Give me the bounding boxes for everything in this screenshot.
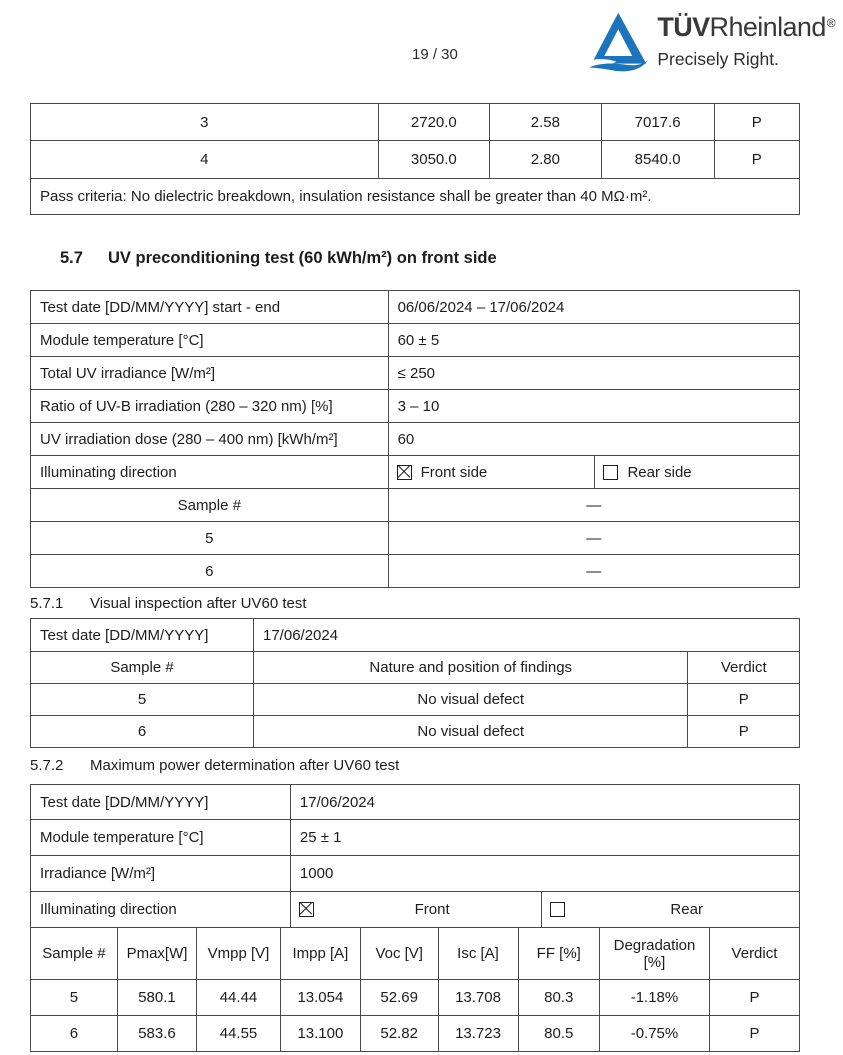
row-label: Total UV irradiance [W/m²] [31,357,389,390]
column-header: Isc [A] [438,928,518,980]
row-label: Module temperature [°C] [31,820,291,856]
brand-bold: TÜV [657,12,710,42]
findings-cell: No visual defect [254,684,688,716]
row-label: Ratio of UV-B irradiation (280 – 320 nm) [%] [31,390,389,423]
table-row [31,423,800,456]
table-row [31,141,800,179]
column-header: Vmpp [V] [197,928,281,980]
table-row [31,716,800,748]
sample-header-row [31,489,800,522]
row-label: Test date [DD/MM/YYYY] [31,785,291,820]
front-side-label: Front side [420,463,488,481]
header-row [31,652,800,684]
table-row [31,1016,800,1052]
table-row [31,357,800,390]
ff-cell: 80.3 [518,980,600,1016]
row-label: Module temperature [°C] [31,324,389,357]
illuminating-direction-label: Illuminating direction [31,892,291,928]
sample-value-cell: — [388,555,799,588]
sample-header-value: — [388,489,799,522]
column-header: Sample # [31,928,118,980]
impp-cell: 13.054 [280,980,360,1016]
value-cell: 2.80 [490,141,602,179]
column-header: Nature and position of findings [254,652,688,684]
row-value: 17/06/2024 [290,785,799,820]
row-value: 60 [388,423,799,456]
section-5-7-2-heading [30,757,800,775]
value-cell: 3050.0 [378,141,490,179]
page-number: 19 / 30 [412,46,458,63]
row-label: UV irradiation dose (280 – 400 nm) [kWh/m²] [31,423,389,456]
section-5-7-heading [30,247,800,269]
test-date-label: Test date [DD/MM/YYYY] [31,619,254,652]
pass-criteria-row [31,179,800,215]
column-header: Degradation [%] [600,928,710,980]
row-value: 06/06/2024 – 17/06/2024 [388,291,799,324]
sample-number-cell: 6 [31,716,254,748]
illuminating-direction-row [31,892,800,928]
value-cell: 2720.0 [378,104,490,141]
row-value: ≤ 250 [388,357,799,390]
front-side-option [388,456,595,489]
verdict-cell: P [714,141,799,179]
table-row [31,785,800,820]
section-title: Maximum power determination after UV60 test [90,757,400,774]
rear-label: Rear [670,901,703,918]
power-determination-info-table [30,784,800,928]
sample-number-cell: 5 [31,522,389,555]
rear-side-checkbox-icon [603,465,618,480]
value-cell: 7017.6 [601,104,714,141]
pass-criteria-text: Pass criteria: No dielectric breakdown, insulation resistance shall be greater than 40 MΩ·m². [31,179,800,215]
sample-header-label: Sample # [31,489,389,522]
table-row [31,104,800,141]
visual-inspection-table [30,618,800,748]
column-header: FF [%] [518,928,600,980]
sample-number-cell: 4 [31,141,379,179]
brand-regular: Rheinland [709,12,826,42]
table-row [31,390,800,423]
column-header: Impp [A] [280,928,360,980]
vmpp-cell: 44.55 [197,1016,281,1052]
degradation-cell: -0.75% [600,1016,710,1052]
section-number: 5.7.1 [30,595,64,612]
table-row [31,856,800,892]
rear-option [542,892,800,928]
pmax-cell: 580.1 [117,980,196,1016]
illuminating-direction-label: Illuminating direction [31,456,389,489]
voc-cell: 52.69 [360,980,438,1016]
column-header: Sample # [31,652,254,684]
section-5-7-1-heading [30,595,800,613]
verdict-cell: P [709,1016,799,1052]
section-number: 5.7 [60,249,83,267]
value-cell: 2.58 [490,104,602,141]
section-title: UV preconditioning test (60 kWh/m²) on front side [108,249,497,267]
rear-side-option [595,456,800,489]
table-row [31,291,800,324]
column-header: Voc [V] [360,928,438,980]
verdict-cell: P [714,104,799,141]
degradation-cell: -1.18% [600,980,710,1016]
front-checkbox-icon [299,902,314,917]
insulation-results-table [30,103,800,215]
row-value: 60 ± 5 [388,324,799,357]
isc-cell: 13.708 [438,980,518,1016]
sample-number-cell: 6 [31,555,389,588]
column-header: Pmax[W] [117,928,196,980]
sample-value-cell: — [388,522,799,555]
sample-number-cell: 5 [31,980,118,1016]
value-cell: 8540.0 [601,141,714,179]
test-date-value: 17/06/2024 [254,619,800,652]
front-side-checkbox-icon [397,465,412,480]
row-label: Irradiance [W/m²] [31,856,291,892]
column-header: Verdict [709,928,799,980]
rear-checkbox-icon [550,902,565,917]
sample-number-cell: 6 [31,1016,118,1052]
column-header: Verdict [688,652,800,684]
table-row [31,684,800,716]
sample-number-cell: 5 [31,684,254,716]
power-determination-results-table [30,927,800,1052]
sample-row [31,555,800,588]
row-value: 3 – 10 [388,390,799,423]
rear-side-label: Rear side [627,463,692,481]
isc-cell: 13.723 [438,1016,518,1052]
registered-mark-icon: ® [826,16,835,30]
sample-number-cell: 3 [31,104,379,141]
impp-cell: 13.100 [280,1016,360,1052]
table-row [31,820,800,856]
brand-tagline: Precisely Right. [657,49,779,69]
section-number: 5.7.2 [30,757,64,774]
ff-cell: 80.5 [518,1016,600,1052]
row-label: Test date [DD/MM/YYYY] start - end [31,291,389,324]
table-row [31,324,800,357]
front-option [290,892,541,928]
front-label: Front [414,901,450,918]
row-value: 1000 [290,856,799,892]
row-value: 25 ± 1 [290,820,799,856]
header-row [31,928,800,980]
section-title: Visual inspection after UV60 test [90,595,307,612]
uv-preconditioning-table [30,290,800,588]
illuminating-direction-row [31,456,800,489]
test-date-row [31,619,800,652]
pmax-cell: 583.6 [117,1016,196,1052]
verdict-cell: P [709,980,799,1016]
verdict-cell: P [688,716,800,748]
verdict-cell: P [688,684,800,716]
findings-cell: No visual defect [254,716,688,748]
vmpp-cell: 44.44 [197,980,281,1016]
sample-row [31,522,800,555]
table-row [31,980,800,1016]
voc-cell: 52.82 [360,1016,438,1052]
